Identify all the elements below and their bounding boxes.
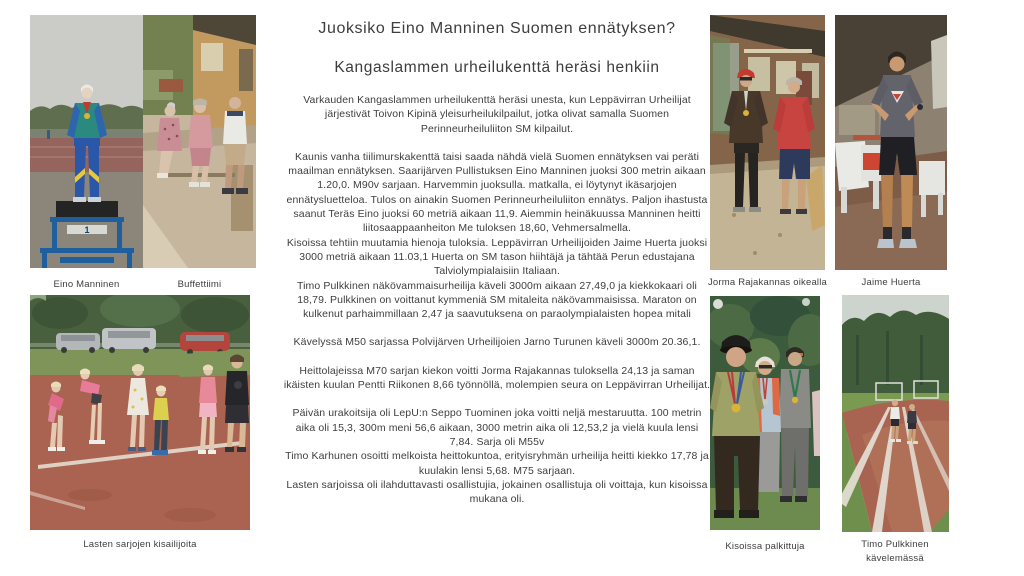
page-subtitle: Kangaslammen urheilukenttä heräsi henkiin xyxy=(334,59,660,76)
article-paragraph: Timo Karhunen osoitti melkoista heittokuntoa, erityisryhmän urheilija heitti kiekko 17,78 ja kuulakin lensi 5,68. M75 sarjaan. xyxy=(285,450,709,477)
photo-buffettiimi xyxy=(143,15,256,268)
article-paragraph: Lasten sarjoissa oli ilahduttavasti osallistujia, jokainen osallistuja oli voittaja, kun kisoissa mukana oli. xyxy=(286,478,708,506)
caption-jorma-rajakannas: Jorma Rajakannas oikealla xyxy=(707,277,828,288)
caption-lasten-sarjat: Lasten sarjojen kisailijoita xyxy=(83,539,197,550)
article xyxy=(283,10,711,506)
caption-kisoissa-palkitut: Kisoissa palkittuja xyxy=(725,541,805,552)
photo-lasten-sarjat xyxy=(30,295,250,530)
caption-eino-manninen: Eino Manninen xyxy=(53,279,120,290)
article-paragraph: Päivän urakoitsija oli LepU:n Seppo Tuominen joka voitti neljä mestaruutta. 100 metrin aika oli 15,3, 300m meni 56,6 aikaan, 3000 metrin aika oli 12,53,2 ja vielä kuula lensi 7,84. Sarja oli M55v xyxy=(292,407,702,448)
photo-jaime-huerta xyxy=(835,15,947,270)
article-paragraph: Kävelyssä M50 sarjassa Polvijärven Urheilijoien Jarno Turunen käveli 3000m 20.36,1. xyxy=(293,336,701,349)
article-paragraph: Timo Pulkkinen näkövammaisurheilija käveli 3000m aikaan 27,49,0 ja kiekkokaari oli 18,79. Pulkkinen on voittanut kymmeniä SM mitaleita näkövammaisissa. Maraton on kulkenut parhaimmillaan 2,47 ja saavutuksena on paraolympialaisten hopea mitali xyxy=(296,279,697,321)
photo-timo-pulkkinen xyxy=(842,295,949,532)
caption-timo-pulkkinen: Timo Pulkkinen kävelemässä xyxy=(861,539,929,564)
photo-kisoissa-palkitut xyxy=(710,296,820,530)
page-title: Juoksiko Eino Manninen Suomen ennätyksen? xyxy=(318,20,676,37)
photo-eino-manninen xyxy=(30,15,143,268)
article-paragraph: Kisoissa tehtiin muutamia hienoja tuloksia. Leppävirran Urheilijoiden Jaime Huerta juoksi 3000 metriä aikaan 11.03,1 Huerta on SM tason hiihtäjä ja tähtää Perun edustajana Talviolympialaisiin Italiaan. xyxy=(286,236,708,278)
caption-buffettiimi: Buffettiimi xyxy=(177,279,222,290)
article-paragraph: Varkauden Kangaslammen urheilukenttä heräsi unesta, kun Leppävirran Urheilijat järjestivät Toivon Kipinä yleisurheilukilpailut, jotka olivat samalla Suomen Perinneurheiluliiton SM kilpailut. xyxy=(303,94,691,135)
article-paragraph: Kaunis vanha tiilimurskakenttä taisi saada nähdä vielä Suomen ennätyksen vai peräti maailman ennätyksen. Saarijärven Pullistuksen Eino Manninen juoksi 300 metrin aikaan 1.20,0. M90v sarjaan. Harvemmin juoksulla. matkalla, ei löytynyt ikäsarjojen ennätysluetteloa. Tulos on ainakin Suomen Perinneurheiluliiton ennätys. Paljon ihastusta saanut Teräs Eino juoksi 60 metriä aikaan 11,9. Aiemmin heinäkuussa Manninen heitti liitosaappaanheiton Me tuloksen 18,60, Vehmersalmella. xyxy=(286,150,708,235)
article-paragraph: Heittolajeissa M70 sarjan kiekon voitti Jorma Rajakannas tuloksella 24,13 ja saman ikäisten kuulan Pentti Riikonen 8,66 työnnöllä, molempien seura on Leppävirran Urheilijat. xyxy=(283,364,711,392)
svg-text:1: 1 xyxy=(84,225,90,235)
photo-jorma-rajakannas xyxy=(710,15,825,270)
article-body xyxy=(283,93,711,506)
caption-jaime-huerta: Jaime Huerta xyxy=(861,277,921,288)
